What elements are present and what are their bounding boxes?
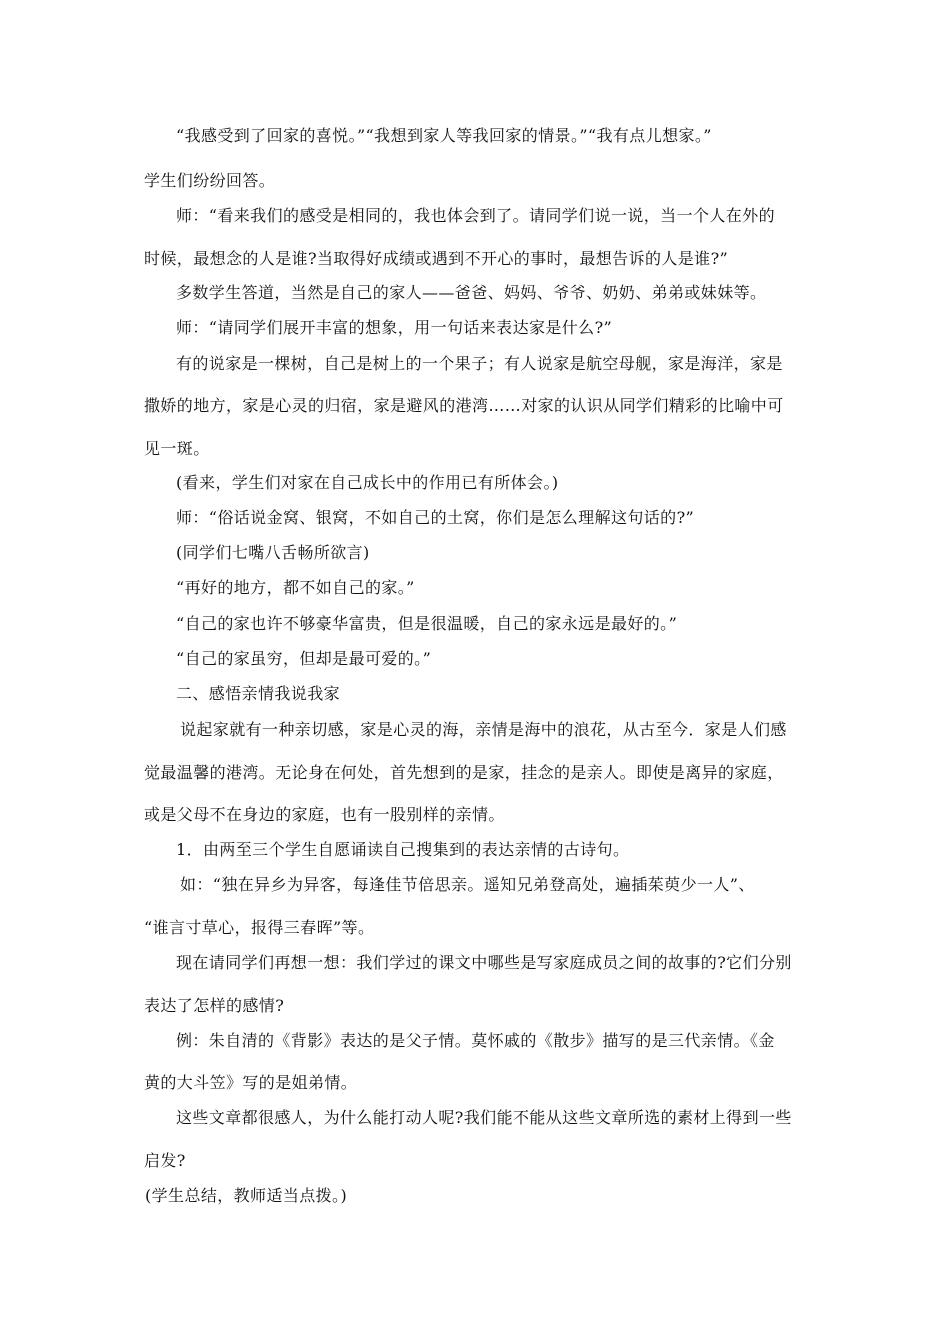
- paragraph-line: “自己的家虽穷，但却是最可爱的。”: [176, 649, 432, 668]
- paragraph-line: 多数学生答道，当然是自己的家人——爸爸、妈妈、爷爷、奶奶、弟弟或妹妹等。: [176, 283, 767, 302]
- paragraph-line: 例：朱自清的《背影》表达的是父子情。莫怀戚的《散步》描写的是三代亲情。《金: [176, 1031, 775, 1050]
- paragraph-line: (学生总结，教师适当点拨。): [145, 1186, 348, 1205]
- paragraph-line: (同学们七嘴八舌畅所欲言): [176, 543, 370, 562]
- paragraph-line: 师：“请同学们展开丰富的想象，用一句话来表达家是什么?”: [176, 318, 613, 337]
- paragraph-line: 现在请同学们再想一想：我们学过的课文中哪些是写家庭成员之间的故事的?它们分别: [176, 953, 792, 972]
- paragraph-line: 学生们纷纷回答。: [144, 171, 276, 190]
- paragraph-line: 或是父母不在身边的家庭，也有一股别样的亲情。: [144, 805, 505, 824]
- paragraph-line: “谁言寸草心，报得三春晖”等。: [144, 918, 375, 937]
- paragraph-line: 表达了怎样的感情?: [144, 996, 285, 1015]
- section-heading: 二、感悟亲情我说我家: [176, 684, 341, 703]
- paragraph-line: 时候，最想念的人是谁?当取得好成绩或遇到不开心的事时，最想告诉的人是谁?”: [144, 249, 729, 268]
- paragraph-line: “再好的地方，都不如自己的家。”: [176, 578, 415, 597]
- paragraph-line: 这些文章都很感人，为什么能打动人呢?我们能不能从这些文章所选的素材上得到一些: [176, 1108, 792, 1127]
- paragraph-line: 如：“独在异乡为异客，每逢佳节倍思亲。遥知兄弟登高处，遍插茱萸少一人”、: [180, 875, 755, 894]
- paragraph-line: 师：“俗话说金窝、银窝，不如自己的土窝，你们是怎么理解这句话的?”: [176, 508, 695, 527]
- paragraph-line: 撒娇的地方，家是心灵的归宿，家是避风的港湾……对家的认识从同学们精彩的比喻中可: [144, 396, 784, 415]
- paragraph-line: 见一斑。: [144, 439, 210, 458]
- paragraph-line: 有的说家是一棵树，自己是树上的一个果子；有人说家是航空母舰，家是海洋，家是: [176, 354, 783, 373]
- paragraph-line: 觉最温馨的港湾。无论身在何处，首先想到的是家，挂念的是亲人。即使是离异的家庭，: [144, 763, 784, 782]
- paragraph-line: “自己的家也许不够豪华富贵，但是很温暖，自己的家永远是最好的。”: [176, 614, 678, 633]
- paragraph-line: 说起家就有一种亲切感，家是心灵的海，亲情是海中的浪花，从古至今．家是人们感: [180, 720, 787, 739]
- paragraph-line: (看来，学生们对家在自己成长中的作用已有所体会。): [176, 473, 559, 492]
- paragraph-line: 启发?: [144, 1151, 186, 1170]
- paragraph-line: “我感受到了回家的喜悦。”“我想到家人等我回家的情景。”“我有点儿想家。”: [176, 126, 712, 145]
- paragraph-line: 1．由两至三个学生自愿诵读自己搜集到的表达亲情的古诗句。: [176, 840, 630, 859]
- paragraph-line: 黄的大斗笠》写的是姐弟情。: [144, 1073, 358, 1092]
- paragraph-line: 师：“看来我们的感受是相同的，我也体会到了。请同学们说一说，当一个人在外的: [176, 206, 775, 225]
